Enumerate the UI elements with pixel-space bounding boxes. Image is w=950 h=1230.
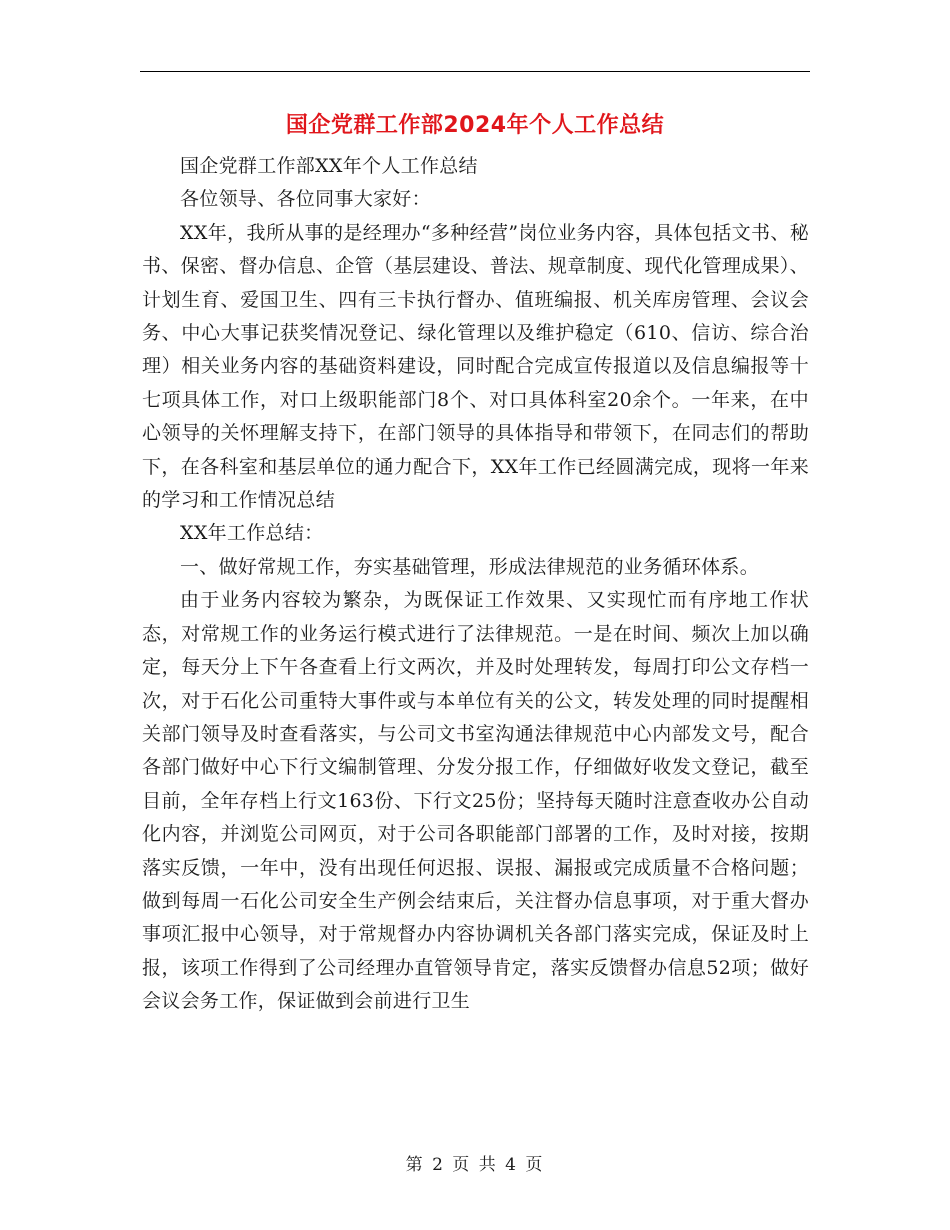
document-body [142,150,809,1019]
body-paragraph: XX年工作总结： [180,522,324,545]
body-paragraph: 国企党群工作部XX年个人工作总结 [180,155,478,177]
body-paragraph: 由于业务内容较为繁杂，为既保证工作效果、又实现忙而有序地工作状态，对常规工作的业务运行模式进行了法律规范。一是在时间、频次上加以确定，每天分上下午各查看上行文两次，并及时处理转发，每周打印公文存档一次，对于石化公司重特大事件或与本单位有关的公文，转发处理的同时提醒相关部门领导及时查看落实，与公司文书室沟通法律规范中心内部发文号，配合各部门做好中心下行文编制管理、分发分报工作，仔细做好收发文登记，截至目前，全年存档上行文163份、下行文25份；坚持每天随时注意查收办公自动化内容，并浏览公司网页，对于公司各职能部门部署的工作，及时对接，按期落实反馈，一年中，没有出现任何迟报、误报、漏报或完成质量不合格问题；做到每周一石化公司安全生产例会结束后，关注督办信息事项，对于重大督办事项汇报中心领导，对于常规督办内容协调机关各部门落实完成，保证及时上报，该项工作得到了公司经理办直管领导肯定，落实反馈督办信息52项；做好会议会务工作，保证做到会前进行卫生 [142,589,809,1013]
body-paragraph: XX年，我所从事的是经理办“多种经营”岗位业务内容，具体包括文书、秘书、保密、督办信息、企管（基层建设、普法、规章制度、现代化管理成果）、计划生育、爱国卫生、四有三卡执行督办、值班编报、机关库房管理、会议会务、中心大事记获奖情况登记、绿化管理以及维护稳定（610、信访、综合治理）相关业务内容的基础资料建设，同时配合完成宣传报道以及信息编报等十七项具体工作，对口上级职能部门8个、对口具体科室20余个。一年来，在中心领导的关怀理解支持下，在部门领导的具体指导和带领下，在同志们的帮助下，在各科室和基层单位的通力配合下，XX年工作已经圆满完成，现将一年来的学习和工作情况总结 [142,221,809,512]
body-paragraph: 各位领导、各位同事大家好： [180,188,431,211]
page-number: 第 2 页 共 4 页 [405,1155,545,1175]
header-rule [140,71,810,72]
document-title: 国企党群工作部2024年个人工作总结 [285,113,665,138]
body-paragraph: 一、做好常规工作，夯实基础管理，形成法律规范的业务循环体系。 [180,555,760,578]
